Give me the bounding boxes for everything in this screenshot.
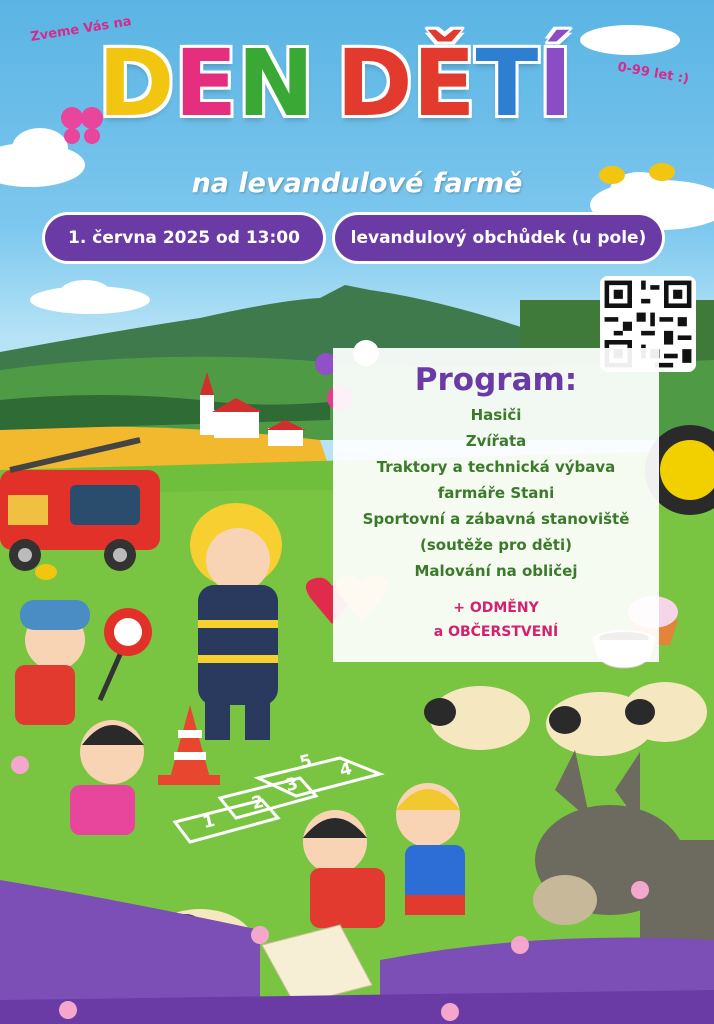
title-letter: D: [336, 30, 413, 137]
program-item: Traktory a technická výbava: [376, 458, 616, 476]
title-letter: E: [174, 30, 238, 137]
refreshments-text: a OBČERSTVENÍ: [433, 624, 559, 640]
program-panel: [333, 348, 659, 662]
location-badge: levandulový obchůdek (u pole): [335, 215, 662, 261]
title-letter: N: [237, 30, 315, 137]
title-letter: Ě: [412, 30, 476, 137]
program-item: Sportovní a zábavná stanoviště: [362, 510, 630, 528]
invite-text: Zveme Vás na: [29, 14, 133, 45]
title-letter: T: [475, 30, 539, 137]
program-item: Zvířata: [465, 432, 527, 450]
hopscotch-number-1: 1: [200, 810, 218, 834]
program-item: Hasiči: [470, 406, 522, 424]
program-item: Malování na obličej: [414, 562, 578, 580]
subtitle: na levandulové farmě: [191, 168, 523, 199]
poster-title: [98, 30, 618, 158]
program-heading: Program:: [414, 362, 578, 398]
hopscotch-number-3: 3: [283, 773, 301, 797]
title-letter: D: [98, 30, 175, 137]
date-badge: 1. června 2025 od 13:00: [45, 215, 323, 261]
title-letter: Í: [538, 30, 573, 137]
program-item: farmáře Stani: [437, 484, 555, 502]
program-item: (soutěže pro děti): [420, 536, 572, 554]
rewards-text: + ODMĚNY: [453, 600, 539, 616]
age-range-text: 0-99 let :): [616, 59, 690, 88]
hopscotch-number-5: 5: [297, 750, 315, 774]
hopscotch-number-4: 4: [337, 758, 355, 782]
hopscotch-number-2: 2: [249, 791, 267, 815]
